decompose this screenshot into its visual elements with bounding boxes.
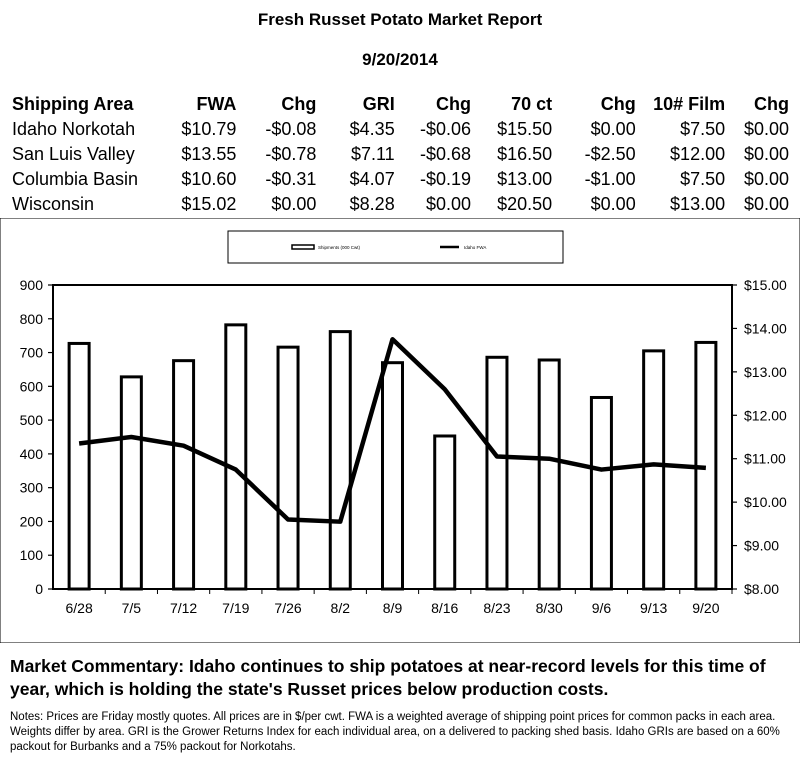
column-header: 10# Film [653,94,726,114]
y-left-tick-label: 600 [19,378,43,395]
table-cell: $0.00 [743,169,789,189]
y-right-tick-label: $9.00 [744,537,780,554]
column-header: Chg [436,94,472,114]
table-cell: $12.00 [670,144,726,164]
table-cell: $10.60 [181,169,237,189]
market-commentary: Market Commentary: Idaho continues to ship potatoes at near-record levels for this time of year, which is holding the state's Russet prices below production costs. [10,656,766,699]
y-right-tick-label: $12.00 [744,407,787,424]
x-tick-label: 8/2 [330,600,351,616]
chart [0,218,800,643]
y-right-tick-label: $11.00 [744,450,786,467]
table-cell: $4.35 [349,119,395,139]
table-cell: -$0.31 [265,169,317,189]
table-cell: $0.00 [743,119,789,139]
x-tick-label: 6/28 [65,600,93,616]
table-cell: Columbia Basin [12,169,139,189]
table-cell: $7.11 [350,144,395,164]
bar-shipments [487,357,507,589]
y-left-tick-label: 800 [19,310,43,327]
table-cell: $7.50 [680,169,726,189]
table-cell: $15.02 [181,194,237,214]
column-header: 70 ct [511,94,553,114]
table-row [8,192,793,217]
legend-label-idaho-fwa: Idaho FWA [464,245,487,250]
bar-shipments [121,377,141,589]
y-right-tick-label: $15.00 [744,277,787,293]
bar-shipments [383,363,403,589]
table-cell: $0.00 [743,144,789,164]
table-cell: -$0.19 [420,169,472,189]
table-cell: $16.50 [497,144,553,164]
column-header: Chg [281,94,317,114]
price-table-body [8,117,793,217]
table-cell: $7.50 [680,119,726,139]
y-right-tick-label: $8.00 [744,581,780,597]
table-cell: San Luis Valley [12,144,135,164]
table-row [8,117,793,142]
x-tick-label: 8/23 [483,600,511,616]
bar-shipments [591,397,611,589]
column-header: Chg [600,94,636,114]
table-cell: -$0.08 [265,119,317,139]
y-left-tick-label: 300 [19,479,43,496]
y-left-tick-label: 700 [19,344,43,361]
x-tick-label: 7/5 [121,600,142,616]
bar-shipments [69,343,89,589]
table-cell: $13.00 [497,169,553,189]
table-cell: -$2.50 [584,144,636,164]
y-left-tick-label: 100 [19,547,43,564]
report-title: Fresh Russet Potato Market Report [257,10,543,29]
x-tick-label: 9/6 [591,600,612,616]
table-cell: $13.00 [670,194,726,214]
bar-shipments [174,361,194,589]
notes: Notes: Prices are Friday mostly quotes. All prices are in $/per cwt. FWA is a weighted average of shipping point prices for common packs in each area. Weights differ by area. GRI is the Grower Returns Index for each individual area, on a delivered to packing shed basis. Idaho GRIs are based on a 60% packout for Burbanks and a 75% packout for Norkotahs. [10,711,780,753]
table-cell: Wisconsin [12,194,95,214]
y-right-tick-label: $14.00 [744,320,787,337]
table-cell: Idaho Norkotah [12,119,136,139]
legend-box [228,231,563,263]
table-cell: $10.79 [181,119,237,139]
column-header: GRI [362,94,395,114]
x-tick-label: 7/12 [169,600,198,616]
x-tick-label: 9/20 [692,600,720,616]
y-left-tick-label: 400 [19,445,43,462]
column-header: Shipping Area [12,94,134,114]
table-cell: -$0.78 [265,144,317,164]
chart-legend [228,231,563,263]
table-cell: -$0.68 [420,144,472,164]
table-cell: $15.50 [497,119,553,139]
bar-shipments [539,360,559,589]
plot-area [20,277,787,616]
price-table-header [8,92,793,117]
table-cell: -$0.06 [420,119,472,139]
legend-label-shipments: Shipments (000 Cwt) [318,245,361,250]
bar-shipments [330,332,350,589]
report-date: 9/20/2014 [362,50,438,69]
column-header: Chg [754,94,789,114]
table-row [8,142,793,167]
y-left-tick-label: 500 [19,412,43,429]
legend-bar-swatch [292,245,314,249]
bar-shipments [226,325,246,589]
table-cell: -$1.00 [584,169,636,189]
table-cell: $0.00 [271,194,317,214]
column-header: FWA [196,94,237,114]
y-left-tick-label: 900 [19,277,43,293]
y-right-tick-label: $13.00 [744,363,787,380]
x-tick-label: 9/13 [640,600,668,616]
x-tick-label: 8/30 [535,600,563,616]
table-cell: $13.55 [181,144,237,164]
table-cell: $0.00 [426,194,472,214]
table-cell: $0.00 [590,119,636,139]
y-left-tick-label: 0 [35,581,43,597]
bar-shipments [435,436,455,589]
x-tick-label: 8/9 [382,600,403,616]
y-left-tick-label: 200 [19,513,43,530]
x-tick-label: 8/16 [431,600,459,616]
x-tick-label: 7/26 [274,600,302,616]
table-cell: $4.07 [349,169,395,189]
price-table [8,92,793,217]
table-cell: $20.50 [497,194,553,214]
table-cell: $8.28 [349,194,395,214]
table-row [8,167,793,192]
table-cell: $0.00 [743,194,789,214]
x-tick-label: 7/19 [222,600,250,616]
bar-shipments [278,347,298,589]
y-right-tick-label: $10.00 [744,494,787,511]
table-cell: $0.00 [590,194,636,214]
bar-shipments [644,351,664,589]
